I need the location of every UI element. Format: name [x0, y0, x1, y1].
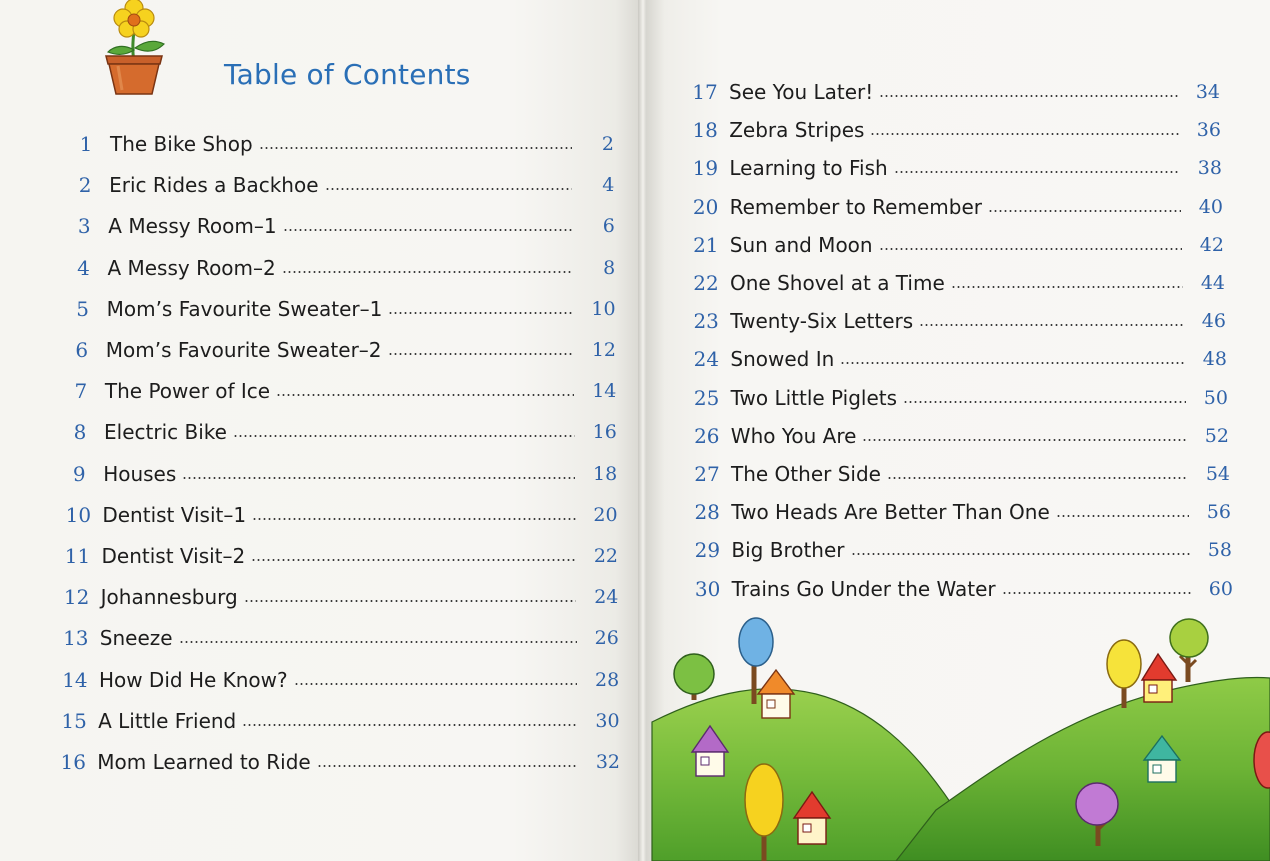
toc-row	[55, 459, 617, 489]
toc-chapter-number: 6	[75, 338, 89, 362]
toc-chapter-title: Two Little Piglets	[730, 385, 898, 410]
toc-leader-dots	[251, 559, 576, 561]
toc-chapter-number: 23	[693, 309, 719, 334]
toc-chapter-title: How Did He Know?	[98, 667, 288, 692]
toc-page-number: 50	[1203, 386, 1228, 409]
toc-chapter-title: The Bike Shop	[110, 132, 253, 156]
toc-page-number: 14	[592, 380, 617, 403]
toc-page-number: 8	[603, 256, 616, 279]
toc-page-number: 58	[1207, 539, 1232, 562]
toc-page-number: 56	[1206, 501, 1231, 524]
toc-chapter-number: 30	[694, 576, 721, 601]
toc-leader-dots	[388, 312, 573, 314]
toc-chapter-title: Mom Learned to Ride	[97, 750, 311, 774]
toc-page-number: 30	[595, 709, 620, 732]
toc-page-number: 48	[1202, 348, 1227, 371]
toc-chapter-title: Sneeze	[99, 626, 173, 651]
toc-page-number: 36	[1196, 119, 1221, 142]
toc-page-number: 42	[1199, 233, 1224, 256]
toc-page-number: 18	[593, 462, 618, 485]
toc-chapter-number: 24	[693, 347, 720, 372]
toc-page-number: 20	[593, 503, 618, 526]
toc-page-number: 38	[1197, 157, 1222, 180]
toc-row	[57, 376, 617, 406]
toc-page-number: 54	[1205, 463, 1230, 485]
toc-page-number: 28	[595, 668, 620, 691]
toc-leader-dots	[182, 477, 575, 479]
toc-chapter-number: 18	[692, 118, 718, 143]
toc-chapter-title: Remember to Remember	[729, 194, 982, 219]
toc-leader-dots	[252, 518, 576, 520]
toc-chapter-title: One Shovel at a Time	[730, 271, 945, 295]
toc-chapter-number: 27	[694, 462, 720, 486]
toc-row	[49, 747, 620, 777]
toc-leader-dots	[259, 147, 572, 149]
toc-page-number: 40	[1198, 195, 1223, 218]
toc-chapter-title: A Messy Room–2	[107, 255, 276, 280]
toc-page-number: 60	[1208, 577, 1233, 600]
toc-chapter-title: A Little Friend	[98, 708, 237, 733]
toc-leader-dots	[244, 600, 577, 602]
toc-chapter-number: 11	[64, 544, 91, 568]
toc-page-number: 46	[1201, 310, 1226, 333]
toc-chapter-title: Electric Bike	[104, 420, 227, 445]
toc-chapter-title: Houses	[103, 461, 177, 486]
toc-leader-dots	[388, 353, 574, 355]
toc-chapter-number: 26	[694, 423, 720, 448]
toc-page-number: 2	[601, 133, 614, 155]
toc-chapter-number: 16	[60, 750, 86, 774]
toc-chapter-title: The Other Side	[731, 462, 881, 486]
toc-chapter-title: Mom’s Favourite Sweater–1	[106, 296, 383, 321]
toc-chapter-title: Who You Are	[730, 423, 857, 448]
toc-page-number: 4	[602, 174, 615, 197]
toc-chapter-number: 21	[693, 232, 719, 257]
toc-chapter-number: 9	[72, 461, 86, 486]
toc-page-number: 16	[592, 421, 617, 444]
toc-page-number: 6	[602, 215, 615, 238]
toc-chapter-title: Trains Go Under the Water	[731, 576, 996, 601]
toc-chapter-number: 8	[73, 420, 87, 445]
toc-chapter-title: Sun and Moon	[729, 232, 873, 257]
toc-chapter-title: A Messy Room–1	[108, 214, 277, 239]
toc-row	[59, 253, 615, 283]
toc-chapter-title: Snowed In	[730, 347, 835, 372]
toc-chapter-number: 20	[692, 194, 719, 219]
toc-row	[54, 500, 617, 530]
page-title: Table of Contents	[224, 58, 471, 91]
toc-chapter-title: Johannesburg	[100, 585, 238, 610]
toc-page-number: 26	[594, 627, 619, 650]
toc-row	[59, 294, 616, 324]
toc-chapter-title: Big Brother	[731, 538, 845, 563]
toc-chapter-title: Dentist Visit–2	[101, 544, 246, 568]
toc-row	[52, 623, 619, 653]
toc-row	[50, 706, 620, 736]
toc-chapter-number: 4	[77, 255, 90, 280]
hills-village-illustration	[646, 0, 1270, 861]
toc-leader-dots	[325, 188, 573, 190]
toc-row	[58, 335, 616, 365]
toc-leader-dots	[317, 765, 578, 767]
toc-chapter-number: 12	[63, 585, 90, 610]
right-page	[646, 0, 1270, 861]
toc-chapter-title: Twenty-Six Letters	[730, 309, 914, 334]
toc-leader-dots	[294, 683, 578, 685]
toc-page-number: 22	[593, 545, 618, 567]
toc-chapter-number: 29	[694, 538, 721, 563]
toc-chapter-title: See You Later!	[729, 80, 874, 104]
toc-row	[62, 129, 614, 159]
toc-chapter-title: Zebra Stripes	[729, 118, 865, 143]
toc-leader-dots	[282, 271, 573, 273]
toc-page-number: 12	[591, 339, 616, 361]
toc-chapter-number: 22	[693, 271, 719, 295]
toc-row	[53, 582, 619, 612]
toc-chapter-number: 28	[694, 500, 720, 525]
toc-row	[51, 665, 619, 695]
toc-chapter-number: 1	[79, 132, 93, 156]
toc-leader-dots	[283, 229, 573, 231]
toc-leader-dots	[179, 641, 577, 643]
toc-chapter-number: 7	[74, 379, 88, 404]
toc-chapter-number: 5	[76, 296, 89, 321]
toc-page-number: 10	[591, 297, 616, 320]
toc-page-number: 32	[595, 751, 620, 773]
toc-page-number: 24	[594, 586, 619, 609]
toc-chapter-number: 15	[61, 708, 87, 733]
toc-chapter-title: Eric Rides a Backhoe	[109, 173, 319, 198]
toc-row	[61, 170, 614, 200]
toc-row	[60, 211, 615, 241]
toc-chapter-number: 14	[62, 667, 88, 692]
toc-chapter-number: 19	[692, 156, 719, 181]
toc-chapter-title: Mom’s Favourite Sweater–2	[105, 338, 382, 362]
toc-leader-dots	[233, 435, 575, 437]
flower-pot-icon	[96, 0, 176, 100]
toc-chapter-title: Two Heads Are Better Than One	[731, 500, 1050, 525]
toc-chapter-number: 10	[65, 502, 92, 527]
toc-chapter-number: 3	[77, 214, 91, 239]
toc-row	[56, 417, 617, 447]
toc-leader-dots	[242, 724, 577, 726]
toc-chapter-title: Learning to Fish	[729, 156, 888, 181]
toc-chapter-number: 2	[78, 173, 92, 198]
toc-chapter-number: 17	[692, 80, 718, 104]
toc-chapter-number: 13	[63, 626, 89, 651]
toc-chapter-number: 25	[693, 385, 720, 410]
toc-page-number: 44	[1200, 272, 1225, 294]
toc-row	[54, 541, 619, 571]
toc-chapter-title: Dentist Visit–1	[102, 502, 247, 527]
toc-page-number: 52	[1204, 424, 1229, 447]
toc-page-number: 34	[1195, 81, 1220, 103]
toc-leader-dots	[276, 394, 574, 396]
toc-chapter-title: The Power of Ice	[104, 379, 271, 404]
